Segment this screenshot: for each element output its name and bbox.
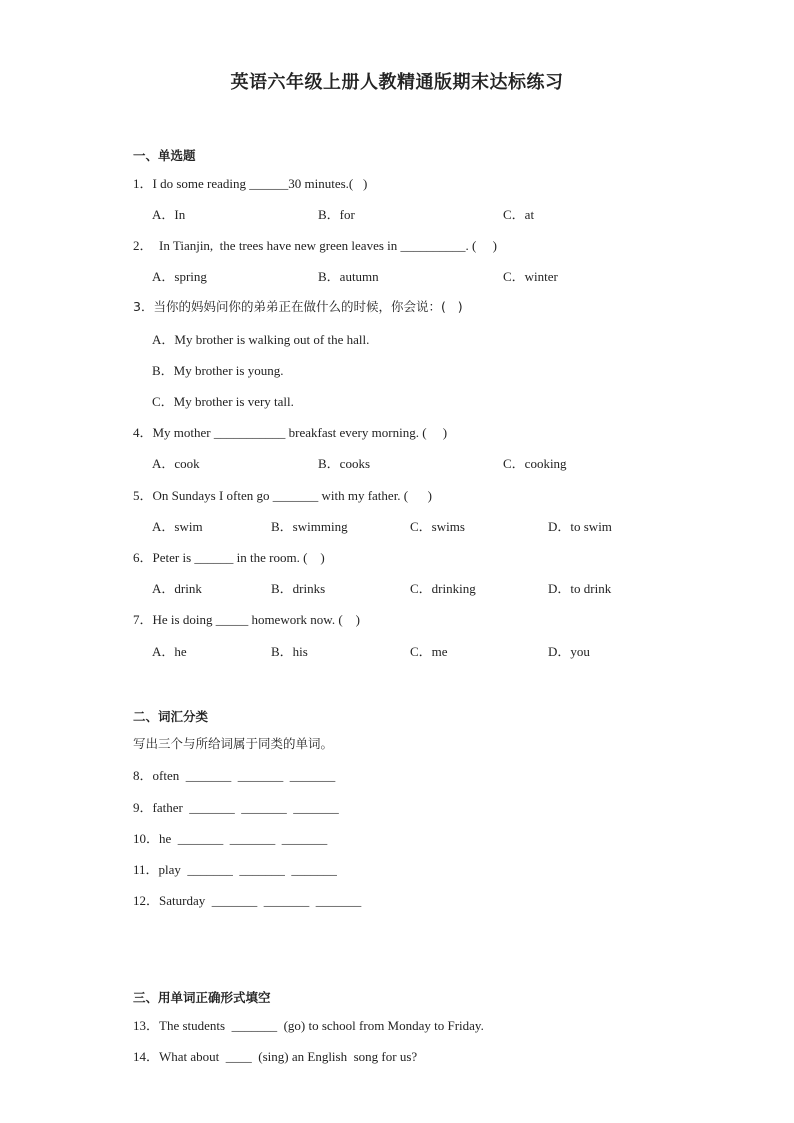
question-5: 5．On Sundays I often go _______ with my father. ( ) [133,488,432,503]
question-12: 12．Saturday _______ _______ _______ [133,893,362,908]
q6-option-b: B．drinks [271,581,326,596]
q7-option-c: C．me [410,644,448,659]
question-1: 1．I do some reading ______30 minutes.( ) [133,176,368,191]
q7-option-d: D．you [548,644,590,659]
q7-option-a: A．he [152,644,187,659]
q5-option-d: D．to swim [548,519,612,534]
q6-option-d: D．to drink [548,581,612,596]
q5-option-c: C．swims [410,519,465,534]
section-instruction-2: 写出三个与所给词属于同类的单词。 [133,736,334,751]
q7-option-b: B．his [271,644,308,659]
q2-option-c: C．winter [503,269,558,284]
section-heading-3: 三、用单词正确形式填空 [133,990,271,1005]
q2-option-a: A．spring [152,269,207,284]
q3-option-b: B．My brother is young. [152,363,284,378]
q6-option-c: C．drinking [410,581,476,596]
q1-option-c: C．at [503,207,535,222]
question-6: 6．Peter is ______ in the room. ( ) [133,550,325,565]
q3-option-c: C．My brother is very tall. [152,394,294,409]
question-14: 14．What about ____ (sing) an English song for us? [133,1049,418,1064]
question-8: 8．often _______ _______ _______ [133,768,336,783]
q1-option-b: B．for [318,207,355,222]
q5-option-a: A．swim [152,519,203,534]
q3-option-a: A．My brother is walking out of the hall. [152,332,370,347]
q4-option-b: B．cooks [318,456,371,471]
question-9: 9．father _______ _______ _______ [133,800,339,815]
question-10: 10．he _______ _______ _______ [133,831,328,846]
q1-option-a: A．In [152,207,186,222]
q5-option-b: B．swimming [271,519,348,534]
q6-option-a: A．drink [152,581,202,596]
question-2: 2． In Tianjin, the trees have new green leaves in __________. ( ) [133,238,497,253]
question-13: 13．The students _______ (go) to school from Monday to Friday. [133,1018,484,1033]
q4-option-a: A．cook [152,456,200,471]
section-heading-1: 一、单选题 [133,148,196,163]
q2-option-b: B．autumn [318,269,379,284]
q4-option-c: C．cooking [503,456,567,471]
page-title: 英语六年级上册人教精通版期末达标练习 [230,72,564,93]
question-7: 7．He is doing _____ homework now. ( ) [133,612,360,627]
question-11: 11．play _______ _______ _______ [133,862,337,877]
section-heading-2: 二、词汇分类 [133,709,209,724]
question-4: 4．My mother ___________ breakfast every morning. ( ) [133,425,448,440]
question-3: 3．当你的妈妈问你的弟弟正在做什么的时候，你会说：( ) [133,299,463,314]
